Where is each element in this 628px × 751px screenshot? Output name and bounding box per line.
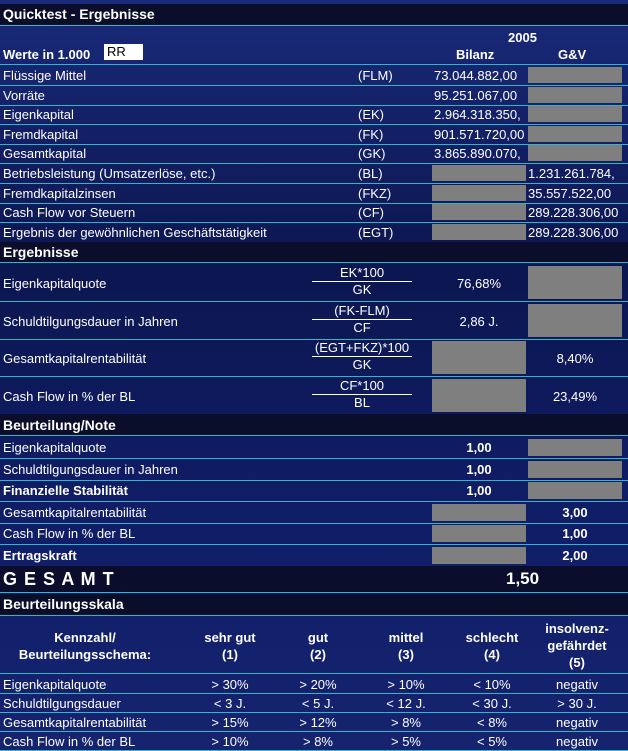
guv-value: 23,49% [552,389,598,404]
bilanz-value: 2,86 J. [459,314,499,329]
ergebnis-row [0,264,628,302]
beurteilung-row [0,502,628,524]
row-label: Vorräte [3,88,45,103]
skala-band [0,594,628,615]
formula-numerator: (EGT+FKZ)*100 [314,340,410,355]
input-row [0,125,628,145]
skala-header-line1: mittel [388,630,424,645]
skala-header-line2: (3) [398,647,414,662]
skala-value: > 8% [303,734,333,749]
skala-row [0,713,628,732]
ergebnis-row [0,302,628,340]
skala-label: Gesamtkapitalrentabilität [3,715,147,730]
page-title: Quicktest - Ergebnisse [3,6,155,22]
col-guv-header: G&V [558,47,587,62]
skala-value: > 10% [211,734,249,749]
skala-header-col [532,620,622,671]
gesamt-band [0,566,628,592]
bilanz-note: 1,00 [466,440,492,455]
formula [312,266,412,297]
werte-label: Werte in 1.000 [3,47,91,62]
skala-label: Cash Flow in % der BL [3,734,136,749]
guv-empty [528,87,622,103]
skala-value: > 30 J. [557,696,597,711]
gesamt-label: G E S A M T [3,569,115,589]
skala-header-line1: schlecht [465,630,519,645]
row-label: Flüssige Mittel [3,68,87,83]
beurteilung-row [0,545,628,567]
bilanz-empty [432,525,526,542]
col-bilanz-header: Bilanz [456,47,495,62]
skala-value: < 12 J. [386,696,426,711]
input-row [0,66,628,86]
ergebnisse-title: Ergebnisse [3,244,79,260]
skala-value: > 10% [387,677,425,692]
guv-empty [528,304,622,337]
skala-value: negativ [556,677,598,692]
guv-empty [528,67,622,83]
bilanz-note: 1,00 [466,483,492,498]
row-code: (FKZ) [358,186,392,201]
skala-value: < 8% [477,715,507,730]
beurteilung-row [0,437,628,459]
guv-empty [528,126,622,142]
beurteilung-band [0,414,628,435]
ergebnis-label: Cash Flow in % der BL [3,389,136,404]
skala-header-col [188,629,272,663]
beurteilung-row [0,459,628,481]
skala-header-line1: sehr gut [204,630,256,645]
input-row [0,86,628,106]
bilanz-input[interactable]: 901.571.720,00 [434,127,525,142]
skala-header-line2: (1) [222,647,238,662]
ergebnis-label: Eigenkapitalquote [3,276,107,291]
guv-note: 2,00 [562,548,588,563]
skala-row [0,694,628,713]
bilanz-input[interactable]: 2.964.318.350, [434,107,521,122]
beurteilung-label: Finanzielle Stabilität [3,483,128,498]
ergebnis-label: Gesamtkapitalrentabilität [3,351,147,366]
skala-value: negativ [556,734,598,749]
guv-input[interactable]: 1.231.261.784, [528,166,615,181]
row-label: Eigenkapital [3,107,74,122]
skala-value: > 30% [211,677,249,692]
bilanz-empty [432,504,526,521]
row-label: Cash Flow vor Steuern [3,205,136,220]
skala-value: > 12% [299,715,337,730]
row-code: (FK) [358,127,384,142]
row-label: Gesamtkapital [3,146,87,161]
skala-value: < 30 J. [472,696,512,711]
beurteilung-label: Eigenkapitalquote [3,440,107,455]
row-code: (GK) [358,146,386,161]
beurteilung-label: Gesamtkapitalrentabilität [3,505,147,520]
formula-numerator: (FK-FLM) [334,303,390,318]
year-label: 2005 [508,30,537,45]
row-code: (EGT) [358,225,394,240]
skala-value: > 20% [299,677,337,692]
guv-value: 8,40% [556,351,594,366]
ergebnis-row [0,377,628,415]
formula-numerator: CF*100 [339,378,385,393]
row-label: Ergebnis der gewöhnlichen Geschäftstätigkeit [3,225,267,240]
currency-input[interactable]: RR [104,44,143,60]
bilanz-input[interactable]: 3.865.890.070, [434,146,521,161]
bilanz-empty [432,224,526,240]
bilanz-empty [432,341,526,374]
formula-denominator: GK [352,282,372,297]
skala-value: > 8% [391,715,421,730]
formula-denominator: CF [353,320,371,335]
bilanz-value: 76,68% [456,276,502,291]
guv-empty [528,482,622,499]
skala-header-line2: gefährdet [547,638,607,653]
guv-empty [528,145,622,161]
ergebnisse-band [0,242,628,262]
skala-label: Eigenkapitalquote [3,677,107,692]
formula [312,341,412,372]
ergebnis-label: Schuldtilgungsdauer in Jahren [3,314,178,329]
skala-row [0,675,628,694]
skala-header-line3: (5) [569,655,585,670]
beurteilung-row [0,480,628,502]
beurteilung-label: Ertragskraft [3,548,77,563]
skala-col0-header: Kennzahl/ Beurteilungsschema: [18,630,152,662]
guv-empty [528,266,622,299]
formula [312,304,412,335]
title-band [0,4,628,25]
skala-title: Beurteilungsskala [3,596,124,612]
skala-label: Schuldtilgungsdauer [3,696,121,711]
input-row [0,105,628,125]
skala-value: < 5% [477,734,507,749]
formula-denominator: GK [352,357,372,372]
formula-numerator: EK*100 [339,265,385,280]
input-row [0,144,628,164]
skala-header-col [364,629,448,663]
skala-header-line2: (4) [484,647,500,662]
guv-empty [528,439,622,456]
ergebnis-row [0,339,628,377]
row-code: (BL) [358,166,383,181]
skala-value: > 5% [391,734,421,749]
formula [312,379,412,410]
skala-value: > 15% [211,715,249,730]
guv-note: 1,00 [562,526,588,541]
skala-header-col [450,629,534,663]
row-code: (CF) [358,205,384,220]
beurteilung-row [0,523,628,545]
bilanz-empty [432,165,526,181]
skala-header-line1: insolvenz- [545,621,609,636]
bilanz-empty [432,547,526,564]
skala-value: negativ [556,715,598,730]
bilanz-note: 1,00 [466,462,492,477]
bilanz-input[interactable]: 73.044.882,00 [434,68,518,83]
input-row [0,184,628,204]
formula-denominator: BL [354,395,370,410]
guv-empty [528,461,622,478]
skala-header-line2: (2) [310,647,326,662]
bilanz-empty [432,185,526,201]
gesamt-value: 1,50 [506,569,540,588]
row-label: Fremdkapitalzinsen [3,186,116,201]
guv-note: 3,00 [562,505,588,520]
input-row [0,223,628,243]
input-row [0,203,628,223]
beurteilung-label: Cash Flow in % der BL [3,526,136,541]
input-row [0,164,628,184]
skala-header-line1: gut [307,630,329,645]
beurteilung-label: Schuldtilgungsdauer in Jahren [3,462,178,477]
bilanz-empty [432,204,526,220]
skala-value: < 10% [473,677,511,692]
guv-empty [528,106,622,122]
bilanz-empty [432,379,526,412]
bilanz-input[interactable]: 95.251.067,00 [434,88,518,103]
row-label: Betriebsleistung (Umsatzerlöse, etc.) [3,166,216,181]
skala-value: < 3 J. [213,696,247,711]
row-code: (EK) [358,107,384,122]
guv-input[interactable]: 289.228.306,00 [528,205,619,220]
row-label: Fremdkapital [3,127,79,142]
guv-input[interactable]: 35.557.522,00 [528,186,612,201]
skala-header-col [276,629,360,663]
row-code: (FLM) [358,68,393,83]
skala-value: < 5 J. [301,696,335,711]
skala-row [0,732,628,751]
beurteilung-title: Beurteilung/Note [3,417,116,433]
guv-input[interactable]: 289.228.306,00 [528,225,619,240]
